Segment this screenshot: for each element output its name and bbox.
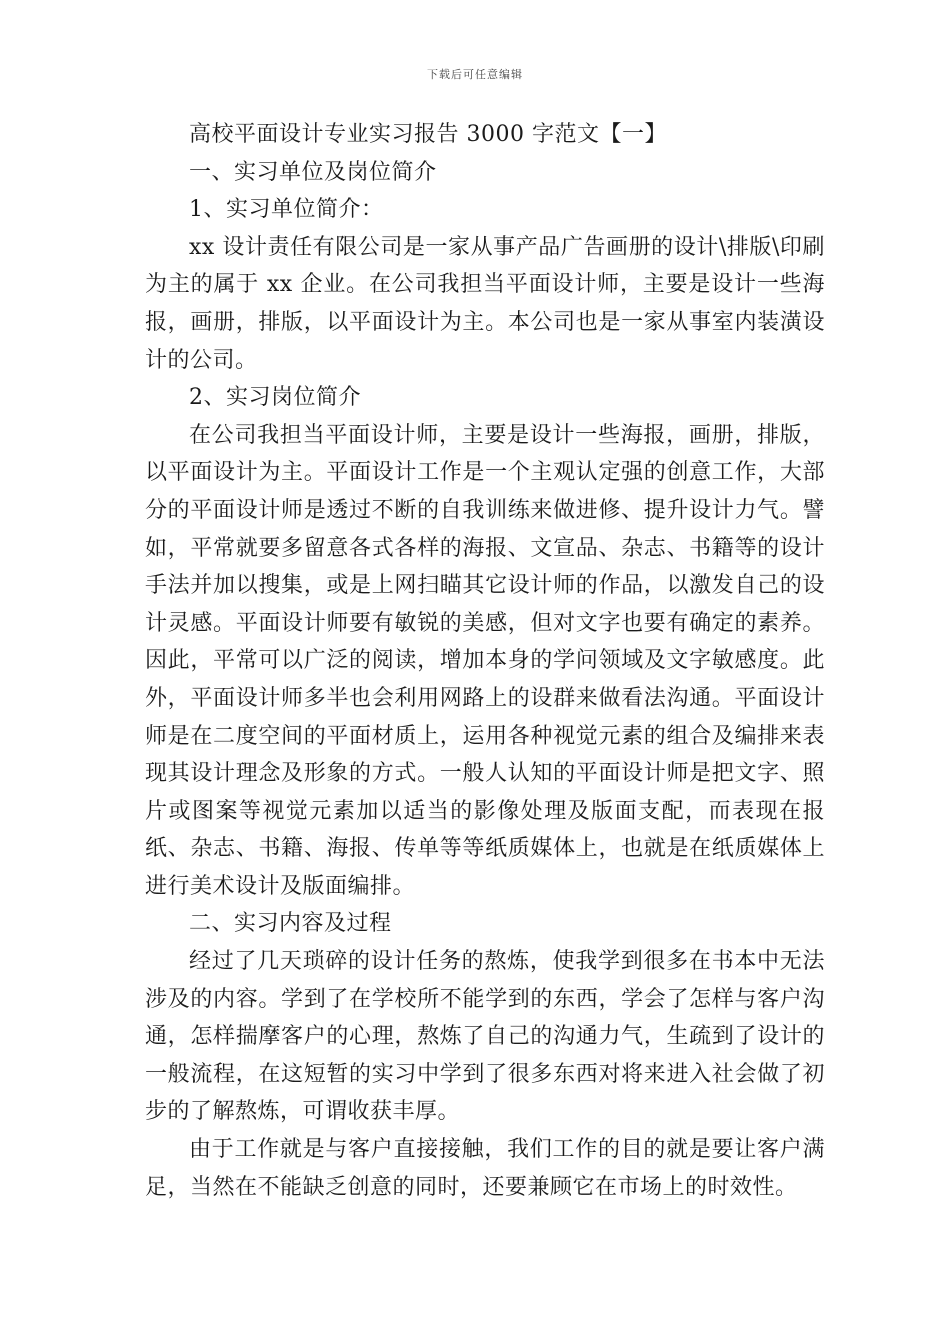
header-note: 下载后可任意编辑 <box>427 68 523 81</box>
paragraph-position-intro: 在公司我担当平面设计师，主要是设计一些海报，画册，排版，以平面设计为主。平面设计工作是一个主观认定强的创意工作，大部分的平面设计师是透过不断的自我训练来做进修、提升设计力气。譬如，平常就要多留意各式各样的海报、文宣品、杂志、书籍等的设计手法并加以搜集，或是上网扫瞄其它设计师的作品，以激发自己的设计灵感。平面设计师要有敏锐的美感，但对文字也要有确定的素养。因此，平常可以广泛的阅读，增加本身的学问领域及文字敏感度。此外，平面设计师多半也会利用网路上的设群来做看法沟通。平面设计师是在二度空间的平面材质上，运用各种视觉元素的组合及编排来表现其设计理念及形象的方式。一般人认知的平面设计师是把文字、照片或图案等视觉元素加以适当的影像处理及版面支配，而表现在报纸、杂志、书籍、海报、传单等等纸质媒体上，也就是在纸质媒体上进行美术设计及版面编排。 <box>145 422 825 899</box>
paragraph-client-work: 由于工作就是与客户直接接触，我们工作的目的就是要让客户满足，当然在不能缺乏创意的同时，还要兼顾它在市场上的时效性。 <box>145 1137 825 1200</box>
section-heading-2: 二、实习内容及过程 <box>189 911 392 937</box>
subsection-heading-1: 1、实习单位简介： <box>189 197 384 223</box>
document-title: 高校平面设计专业实习报告 3000 字范文【一】 <box>189 122 667 147</box>
document-body <box>145 116 825 1206</box>
subsection-heading-2: 2、实习岗位简介 <box>189 385 361 411</box>
paragraph-company-intro: xx 设计责任有限公司是一家从事产品广告画册的设计\排版\印刷为主的属于 xx 企业。在公司我担当平面设计师，主要是设计一些海报，画册，排版，以平面设计为主。本公司也是一家从事室内装潢设计的公司。 <box>145 234 825 373</box>
section-heading-1: 一、实习单位及岗位简介 <box>189 159 437 185</box>
paragraph-internship-process: 经过了几天琐碎的设计任务的熬炼，使我学到很多在书本中无法涉及的内容。学到了在学校所不能学到的东西，学会了怎样与客户沟通，怎样揣摩客户的心理，熬炼了自己的沟通力气，生疏到了设计的一般流程，在这短暂的实习中学到了很多东西对将来进入社会做了初步的了解熬炼，可谓收获丰厚。 <box>145 949 825 1125</box>
